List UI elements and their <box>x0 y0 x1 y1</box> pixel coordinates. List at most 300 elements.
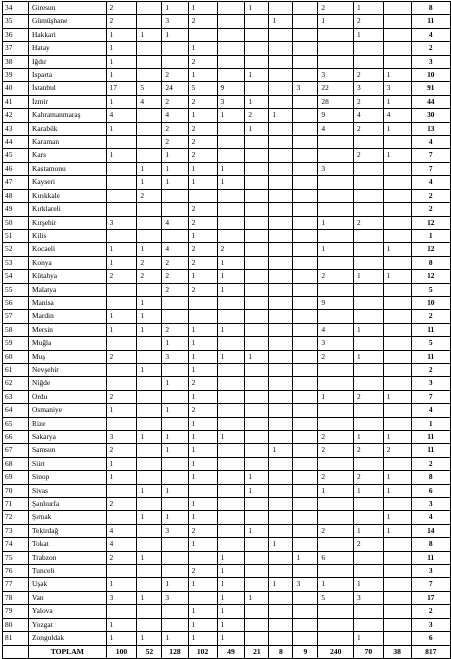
value-cell <box>162 417 188 430</box>
row-number: 77 <box>3 578 29 591</box>
table-row <box>3 511 451 524</box>
value-cell: 1 <box>188 511 217 524</box>
value-cell <box>217 55 245 68</box>
value-cell <box>162 498 188 511</box>
province-name: Osmaniye <box>29 404 106 417</box>
value-cell <box>318 283 354 296</box>
province-name: Kars <box>29 149 106 162</box>
value-cell: 1 <box>106 323 137 336</box>
value-cell <box>137 109 162 122</box>
value-cell <box>137 565 162 578</box>
total-row-blank <box>3 645 29 658</box>
value-cell: 4 <box>162 109 188 122</box>
value-cell <box>383 136 411 149</box>
value-cell <box>245 15 269 28</box>
value-cell <box>318 55 354 68</box>
value-cell <box>353 605 383 618</box>
value-cell: 1 <box>188 2 217 15</box>
value-cell <box>293 95 318 108</box>
value-cell: 2 <box>353 216 383 229</box>
row-number: 71 <box>3 498 29 511</box>
value-cell <box>162 457 188 470</box>
row-total-cell: 17 <box>411 591 450 604</box>
value-cell <box>353 203 383 216</box>
value-cell <box>293 216 318 229</box>
value-cell <box>217 538 245 551</box>
province-name: Şırnak <box>29 511 106 524</box>
row-total-cell: 2 <box>411 189 450 202</box>
table-row <box>3 136 451 149</box>
row-number: 75 <box>3 551 29 564</box>
value-cell <box>353 176 383 189</box>
value-cell: 1 <box>318 484 354 497</box>
row-total-cell: 1 <box>411 417 450 430</box>
value-cell <box>269 42 293 55</box>
row-total-cell: 7 <box>411 578 450 591</box>
value-cell <box>162 565 188 578</box>
province-name: Sinop <box>29 471 106 484</box>
row-total-cell: 13 <box>411 122 450 135</box>
row-number: 60 <box>3 350 29 363</box>
value-cell <box>269 2 293 15</box>
province-name: Manisa <box>29 296 106 309</box>
value-cell <box>353 136 383 149</box>
value-cell: 1 <box>269 444 293 457</box>
province-name: Siirt <box>29 457 106 470</box>
value-cell <box>217 2 245 15</box>
value-cell <box>383 55 411 68</box>
value-cell <box>162 203 188 216</box>
value-cell: 2 <box>188 136 217 149</box>
row-number: 56 <box>3 296 29 309</box>
value-cell: 3 <box>318 69 354 82</box>
value-cell <box>293 189 318 202</box>
row-total-cell: 14 <box>411 524 450 537</box>
value-cell: 2 <box>106 350 137 363</box>
value-cell <box>245 417 269 430</box>
value-cell: 2 <box>353 95 383 108</box>
total-value-cell: 70 <box>353 645 383 658</box>
value-cell: 1 <box>383 149 411 162</box>
row-number: 37 <box>3 42 29 55</box>
value-cell: 2 <box>188 256 217 269</box>
value-cell <box>217 122 245 135</box>
value-cell: 2 <box>318 350 354 363</box>
value-cell <box>269 176 293 189</box>
row-number: 38 <box>3 55 29 68</box>
value-cell <box>245 457 269 470</box>
value-cell: 1 <box>293 551 318 564</box>
value-cell <box>318 565 354 578</box>
value-cell <box>137 524 162 537</box>
value-cell: 3 <box>293 82 318 95</box>
value-cell: 1 <box>162 28 188 41</box>
value-cell: 1 <box>383 270 411 283</box>
row-total-cell: 2 <box>411 457 450 470</box>
table-row <box>3 605 451 618</box>
value-cell: 1 <box>162 162 188 175</box>
value-cell: 24 <box>162 82 188 95</box>
value-cell <box>353 310 383 323</box>
value-cell <box>318 176 354 189</box>
value-cell <box>383 15 411 28</box>
value-cell: 2 <box>162 95 188 108</box>
value-cell <box>269 28 293 41</box>
value-cell <box>162 42 188 55</box>
value-cell <box>162 55 188 68</box>
value-cell <box>269 605 293 618</box>
province-name: Tokat <box>29 538 106 551</box>
province-name: Tekirdağ <box>29 524 106 537</box>
row-total-cell: 7 <box>411 162 450 175</box>
value-cell: 1 <box>217 431 245 444</box>
value-cell <box>293 538 318 551</box>
value-cell <box>293 176 318 189</box>
value-cell <box>269 498 293 511</box>
value-cell: 2 <box>318 431 354 444</box>
province-name: Isparta <box>29 69 106 82</box>
value-cell: 1 <box>318 578 354 591</box>
value-cell: 1 <box>188 229 217 242</box>
value-cell <box>137 605 162 618</box>
value-cell: 3 <box>106 431 137 444</box>
value-cell: 1 <box>353 28 383 41</box>
province-name: Iğdır <box>29 55 106 68</box>
value-cell <box>106 162 137 175</box>
value-cell <box>188 296 217 309</box>
value-cell: 1 <box>137 632 162 645</box>
row-total-cell: 12 <box>411 243 450 256</box>
value-cell <box>293 431 318 444</box>
value-cell: 1 <box>162 632 188 645</box>
value-cell <box>293 109 318 122</box>
value-cell: 2 <box>353 15 383 28</box>
value-cell <box>383 310 411 323</box>
value-cell: 1 <box>383 484 411 497</box>
row-number: 61 <box>3 363 29 376</box>
value-cell: 1 <box>353 484 383 497</box>
value-cell <box>217 136 245 149</box>
value-cell <box>269 55 293 68</box>
row-total-cell: 5 <box>411 283 450 296</box>
value-cell: 1 <box>217 162 245 175</box>
row-total-cell: 4 <box>411 511 450 524</box>
value-cell <box>137 538 162 551</box>
value-cell <box>318 256 354 269</box>
value-cell: 1 <box>106 69 137 82</box>
value-cell <box>269 363 293 376</box>
value-cell <box>245 363 269 376</box>
value-cell <box>106 176 137 189</box>
value-cell: 1 <box>383 511 411 524</box>
row-total-cell: 8 <box>411 471 450 484</box>
value-cell <box>106 484 137 497</box>
value-cell: 1 <box>162 2 188 15</box>
value-cell: 1 <box>106 256 137 269</box>
value-cell <box>353 243 383 256</box>
value-cell <box>217 42 245 55</box>
row-number: 59 <box>3 337 29 350</box>
value-cell <box>217 229 245 242</box>
value-cell: 1 <box>383 471 411 484</box>
value-cell <box>137 350 162 363</box>
row-total-cell: 2 <box>411 203 450 216</box>
value-cell: 2 <box>383 444 411 457</box>
value-cell <box>353 55 383 68</box>
value-cell: 4 <box>318 323 354 336</box>
value-cell <box>245 390 269 403</box>
value-cell: 1 <box>217 551 245 564</box>
value-cell: 4 <box>383 109 411 122</box>
value-cell <box>383 42 411 55</box>
table-row <box>3 15 451 28</box>
table-row <box>3 189 451 202</box>
value-cell <box>137 457 162 470</box>
value-cell: 2 <box>188 95 217 108</box>
value-cell <box>318 310 354 323</box>
value-cell: 2 <box>188 243 217 256</box>
value-cell <box>293 149 318 162</box>
value-cell <box>269 471 293 484</box>
row-number: 47 <box>3 176 29 189</box>
value-cell: 1 <box>188 270 217 283</box>
value-cell <box>269 296 293 309</box>
value-cell <box>245 55 269 68</box>
table-row <box>3 176 451 189</box>
value-cell <box>318 457 354 470</box>
value-cell <box>383 551 411 564</box>
province-name: Trabzon <box>29 551 106 564</box>
value-cell: 1 <box>217 350 245 363</box>
row-number: 53 <box>3 256 29 269</box>
value-cell <box>217 511 245 524</box>
value-cell <box>269 431 293 444</box>
value-cell <box>137 122 162 135</box>
row-number: 78 <box>3 591 29 604</box>
value-cell <box>383 203 411 216</box>
row-total-cell: 10 <box>411 296 450 309</box>
province-name: Kilis <box>29 229 106 242</box>
value-cell <box>318 417 354 430</box>
value-cell <box>245 444 269 457</box>
table-row <box>3 42 451 55</box>
total-value-cell: 8 <box>269 645 293 658</box>
value-cell: 2 <box>318 524 354 537</box>
value-cell: 1 <box>188 605 217 618</box>
value-cell: 1 <box>137 591 162 604</box>
value-cell: 1 <box>137 176 162 189</box>
value-cell <box>318 229 354 242</box>
value-cell <box>383 632 411 645</box>
value-cell: 1 <box>353 578 383 591</box>
value-cell: 1 <box>106 122 137 135</box>
value-cell <box>162 471 188 484</box>
value-cell: 1 <box>106 243 137 256</box>
value-cell: 3 <box>106 591 137 604</box>
value-cell: 1 <box>318 15 354 28</box>
value-cell <box>383 404 411 417</box>
row-number: 81 <box>3 632 29 645</box>
value-cell <box>137 149 162 162</box>
value-cell <box>162 296 188 309</box>
row-number: 35 <box>3 15 29 28</box>
row-total-cell: 44 <box>411 95 450 108</box>
value-cell <box>293 162 318 175</box>
province-name: Niğde <box>29 377 106 390</box>
table-row <box>3 229 451 242</box>
value-cell: 1 <box>106 310 137 323</box>
value-cell <box>245 310 269 323</box>
value-cell: 9 <box>318 296 354 309</box>
value-cell: 1 <box>188 350 217 363</box>
value-cell <box>137 42 162 55</box>
value-cell <box>269 524 293 537</box>
value-cell <box>318 203 354 216</box>
province-name: Mersin <box>29 323 106 336</box>
value-cell: 1 <box>353 524 383 537</box>
row-total-cell: 1 <box>411 229 450 242</box>
value-cell: 2 <box>106 390 137 403</box>
row-number: 72 <box>3 511 29 524</box>
value-cell <box>137 337 162 350</box>
value-cell <box>217 484 245 497</box>
value-cell <box>162 605 188 618</box>
value-cell <box>245 296 269 309</box>
value-cell <box>383 538 411 551</box>
value-cell <box>318 42 354 55</box>
table-row <box>3 591 451 604</box>
value-cell <box>269 229 293 242</box>
value-cell <box>106 363 137 376</box>
table-row <box>3 524 451 537</box>
row-number: 44 <box>3 136 29 149</box>
value-cell <box>269 457 293 470</box>
province-name: İzmir <box>29 95 106 108</box>
table-row <box>3 323 451 336</box>
value-cell: 17 <box>106 82 137 95</box>
table-row <box>3 216 451 229</box>
value-cell <box>269 283 293 296</box>
value-cell: 2 <box>353 149 383 162</box>
row-number: 42 <box>3 109 29 122</box>
value-cell: 1 <box>106 42 137 55</box>
value-cell <box>245 323 269 336</box>
value-cell <box>318 149 354 162</box>
value-cell: 1 <box>162 377 188 390</box>
row-total-cell: 4 <box>411 136 450 149</box>
value-cell <box>383 618 411 631</box>
value-cell: 1 <box>106 471 137 484</box>
value-cell <box>318 632 354 645</box>
row-number: 45 <box>3 149 29 162</box>
value-cell <box>293 618 318 631</box>
value-cell: 1 <box>217 578 245 591</box>
value-cell <box>293 457 318 470</box>
value-cell <box>293 591 318 604</box>
value-cell: 1 <box>245 69 269 82</box>
province-name: Kırıkkale <box>29 189 106 202</box>
row-total-cell: 12 <box>411 270 450 283</box>
value-cell: 1 <box>188 457 217 470</box>
table-row <box>3 390 451 403</box>
row-total-cell: 3 <box>411 618 450 631</box>
value-cell: 3 <box>353 82 383 95</box>
table-row <box>3 162 451 175</box>
value-cell: 5 <box>137 82 162 95</box>
value-cell <box>269 484 293 497</box>
value-cell: 4 <box>137 95 162 108</box>
province-name: Gümüşhane <box>29 15 106 28</box>
value-cell <box>269 591 293 604</box>
table-row <box>3 404 451 417</box>
value-cell <box>353 498 383 511</box>
value-cell <box>245 511 269 524</box>
row-total-cell: 12 <box>411 216 450 229</box>
value-cell <box>353 404 383 417</box>
row-total-cell: 2 <box>411 605 450 618</box>
value-cell <box>383 28 411 41</box>
value-cell: 2 <box>106 270 137 283</box>
value-cell <box>383 162 411 175</box>
value-cell: 1 <box>353 2 383 15</box>
value-cell: 1 <box>217 283 245 296</box>
value-cell <box>269 136 293 149</box>
value-cell <box>269 189 293 202</box>
value-cell <box>318 363 354 376</box>
value-cell: 1 <box>188 337 217 350</box>
value-cell <box>137 55 162 68</box>
row-number: 55 <box>3 283 29 296</box>
value-cell: 1 <box>383 95 411 108</box>
value-cell <box>245 632 269 645</box>
table-row <box>3 457 451 470</box>
value-cell: 9 <box>217 82 245 95</box>
value-cell: 1 <box>245 122 269 135</box>
value-cell <box>106 417 137 430</box>
province-name: Tunceli <box>29 565 106 578</box>
value-cell: 1 <box>188 471 217 484</box>
table-row <box>3 444 451 457</box>
row-total-cell: 8 <box>411 256 450 269</box>
value-cell: 1 <box>106 149 137 162</box>
value-cell: 2 <box>106 2 137 15</box>
table-row <box>3 551 451 564</box>
value-cell: 1 <box>188 444 217 457</box>
value-cell: 1 <box>188 162 217 175</box>
value-cell <box>293 296 318 309</box>
value-cell: 1 <box>162 337 188 350</box>
row-total-cell: 11 <box>411 323 450 336</box>
total-value-cell: 240 <box>318 645 354 658</box>
value-cell <box>293 15 318 28</box>
table-row <box>3 498 451 511</box>
value-cell <box>383 457 411 470</box>
value-cell <box>353 229 383 242</box>
value-cell <box>293 229 318 242</box>
value-cell <box>353 511 383 524</box>
value-cell: 1 <box>188 176 217 189</box>
value-cell: 1 <box>162 511 188 524</box>
value-cell <box>269 256 293 269</box>
value-cell: 2 <box>353 122 383 135</box>
value-cell <box>353 256 383 269</box>
value-cell: 1 <box>353 350 383 363</box>
value-cell <box>293 565 318 578</box>
value-cell: 2 <box>318 270 354 283</box>
value-cell: 2 <box>353 444 383 457</box>
value-cell: 1 <box>245 350 269 363</box>
value-cell: 2 <box>318 444 354 457</box>
